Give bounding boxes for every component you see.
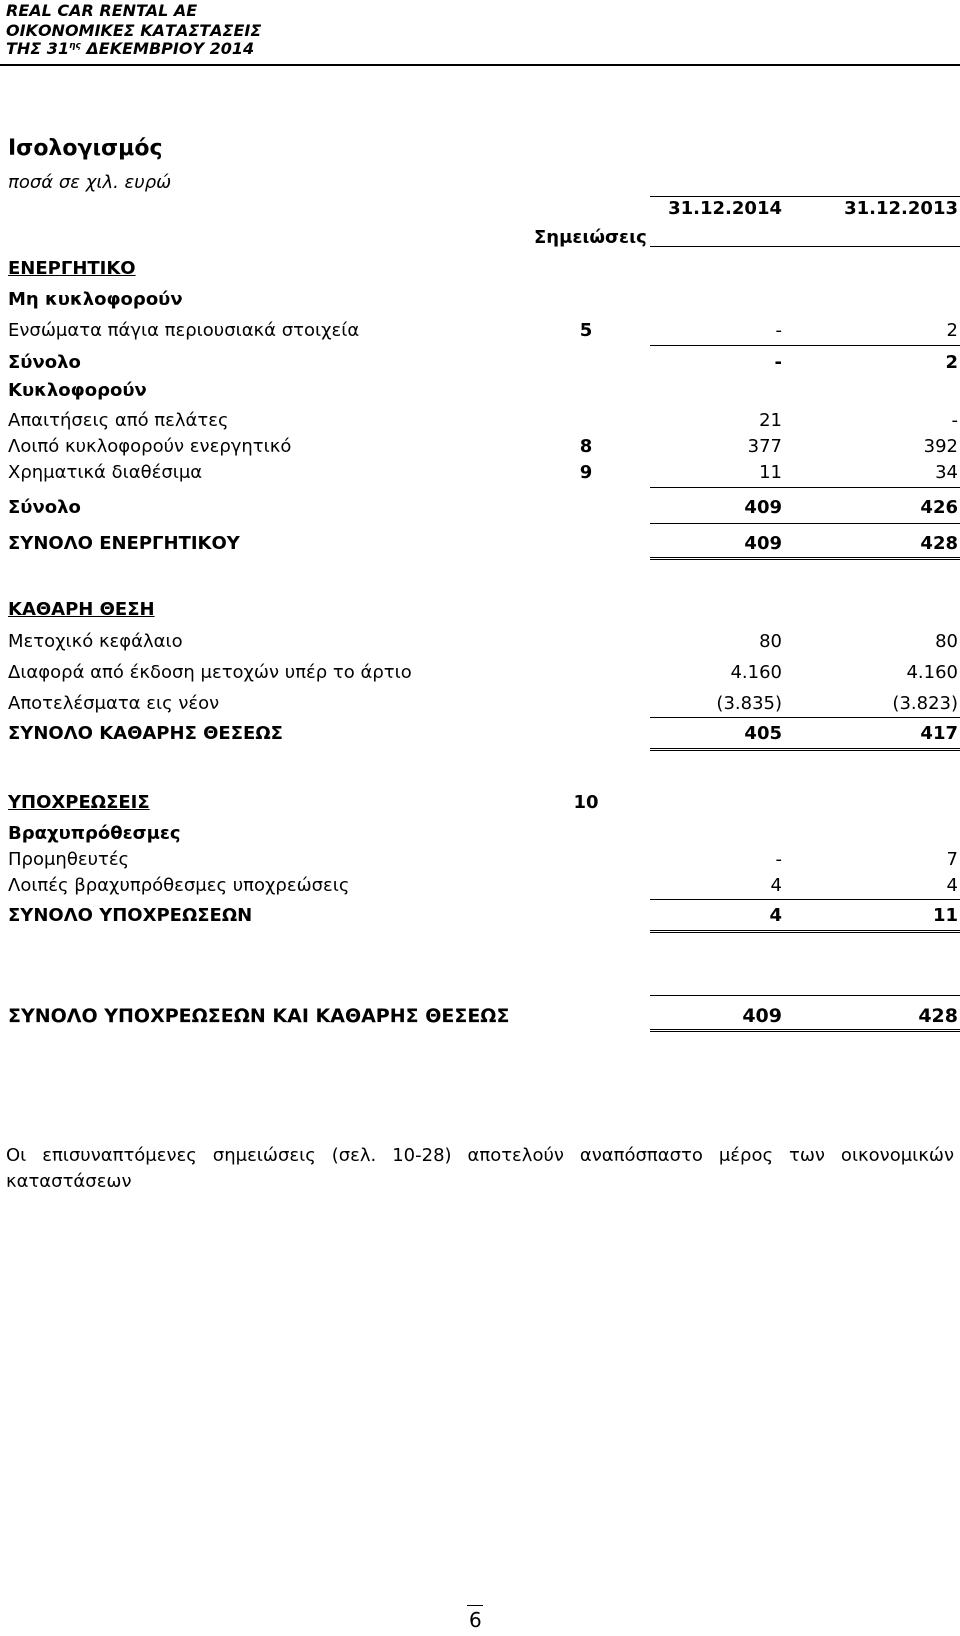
other-short-2013: 4	[946, 875, 958, 896]
receivables-2014: 21	[759, 410, 782, 431]
equity-total-double-rule	[650, 748, 960, 751]
current-total-rule	[650, 523, 960, 524]
retained-label: Αποτελέσματα εις νέον	[8, 693, 220, 714]
other-short-rule	[650, 899, 960, 900]
liabilities-total-2013: 11	[932, 905, 958, 926]
suppliers-2014: -	[775, 849, 782, 870]
ordinal-suffix: ης	[69, 41, 81, 51]
other-short-2014: 4	[770, 875, 782, 896]
suppliers-2013: 7	[946, 849, 958, 870]
equity-heading: ΚΑΘΑΡΗ ΘΕΣΗ	[8, 599, 155, 620]
cash-2014: 11	[759, 462, 782, 483]
receivables-2013: -	[951, 410, 958, 431]
statement-subtitle: ποσά σε χιλ. ευρώ	[8, 172, 172, 193]
company-name: REAL CAR RENTAL ΑΕ	[6, 1, 198, 20]
other-current-label: Λοιπό κυκλοφορούν ενεργητικό	[8, 436, 292, 457]
page-number-rule	[467, 1605, 483, 1606]
current-total-2014: 409	[744, 497, 782, 518]
ppe-2013: 2	[946, 320, 958, 341]
receivables-label: Απαιτήσεις από πελάτες	[8, 410, 229, 431]
retained-rule	[650, 717, 960, 718]
column-top-rule	[650, 196, 960, 197]
liabilities-total-label: ΣΥΝΟΛΟ ΥΠΟΧΡΕΩΣΕΩΝ	[8, 905, 253, 926]
retained-2013: (3.823)	[892, 693, 958, 714]
share-capital-label: Μετοχικό κεφάλαιο	[8, 631, 183, 652]
assets-total-2014: 409	[744, 533, 782, 554]
current-total-label: Σύνολο	[8, 497, 81, 518]
assets-total-label: ΣΥΝΟΛΟ ΕΝΕΡΓΗΤΙΚΟΥ	[8, 533, 240, 554]
equity-total-2013: 417	[920, 723, 958, 744]
document-title: ΟΙΚΟΝΟΜΙΚΕΣ ΚΑΤΑΣΤΑΣΕΙΣ	[6, 21, 262, 40]
cash-label: Χρηματικά διαθέσιμα	[8, 462, 203, 483]
cash-rule	[650, 487, 960, 488]
noncurrent-total-2013: 2	[945, 352, 958, 373]
current-total-2013: 426	[920, 497, 958, 518]
footnote-line-1: Οι επισυναπτόμενες σημειώσεις (σελ. 10-28) αποτελούν αναπόσπαστο μέρος των οικονομικών	[6, 1145, 954, 1166]
grand-total-double-rule	[650, 1029, 960, 1032]
ppe-label: Ενσώματα πάγια περιουσιακά στοιχεία	[8, 320, 360, 341]
liabilities-heading: ΥΠΟΧΡΕΩΣΕΙΣ	[8, 792, 150, 813]
ppe-note: 5	[579, 320, 593, 341]
other-current-2013: 392	[923, 436, 958, 457]
grand-total-top-rule	[650, 995, 960, 996]
liabilities-total-2014: 4	[769, 905, 782, 926]
liabilities-total-double-rule	[650, 930, 960, 933]
assets-heading: ΕΝΕΡΓΗΤΙΚΟ	[8, 258, 136, 279]
grand-total-2013: 428	[918, 1005, 958, 1027]
equity-total-2014: 405	[744, 723, 782, 744]
liabilities-note: 10	[573, 792, 599, 813]
share-premium-label: Διαφορά από έκδοση μετοχών υπέρ το άρτιο	[8, 662, 412, 683]
assets-total-2013: 428	[920, 533, 958, 554]
suppliers-label: Προμηθευτές	[8, 849, 130, 870]
other-short-label: Λοιπές βραχυπρόθεσμες υποχρεώσεις	[8, 875, 350, 896]
cash-note: 9	[579, 462, 593, 483]
retained-2014: (3.835)	[716, 693, 782, 714]
other-current-2014: 377	[747, 436, 782, 457]
column-2013: 31.12.2013	[844, 198, 958, 219]
share-capital-2014: 80	[759, 631, 782, 652]
column-notes: Σημειώσεις	[534, 227, 647, 248]
short-term-heading: Βραχυπρόθεσμες	[8, 823, 181, 844]
document-date: ΤΗΣ $31^{\eta\varsigma}$ ΔΕΚΕΜΒΡΙΟΥ 2014	[6, 39, 255, 58]
footnote-line-2: καταστάσεων	[6, 1171, 132, 1192]
noncurrent-total-label: Σύνολο	[8, 352, 81, 373]
other-current-note: 8	[579, 436, 593, 457]
grand-total-2014: 409	[742, 1005, 782, 1027]
column-bottom-rule	[650, 246, 960, 247]
assets-total-double-rule	[650, 557, 960, 560]
header-rule	[0, 64, 960, 66]
ppe-rule	[650, 345, 960, 346]
noncurrent-heading: Μη κυκλοφορούν	[8, 289, 183, 310]
column-2014: 31.12.2014	[668, 198, 782, 219]
share-capital-2013: 80	[935, 631, 958, 652]
statement-title: Ισολογισμός	[8, 136, 163, 161]
current-heading: Κυκλοφορούν	[8, 380, 147, 401]
share-premium-2013: 4.160	[906, 662, 958, 683]
cash-2013: 34	[935, 462, 958, 483]
grand-total-label: ΣΥΝΟΛΟ ΥΠΟΧΡΕΩΣΕΩΝ ΚΑΙ ΚΑΘΑΡΗΣ ΘΕΣΕΩΣ	[8, 1005, 510, 1027]
page-number: 6	[469, 1608, 482, 1632]
equity-total-label: ΣΥΝΟΛΟ ΚΑΘΑΡΗΣ ΘΕΣΕΩΣ	[8, 723, 283, 744]
noncurrent-total-2014: -	[774, 352, 782, 373]
ppe-2014: -	[775, 320, 782, 341]
share-premium-2014: 4.160	[730, 662, 782, 683]
